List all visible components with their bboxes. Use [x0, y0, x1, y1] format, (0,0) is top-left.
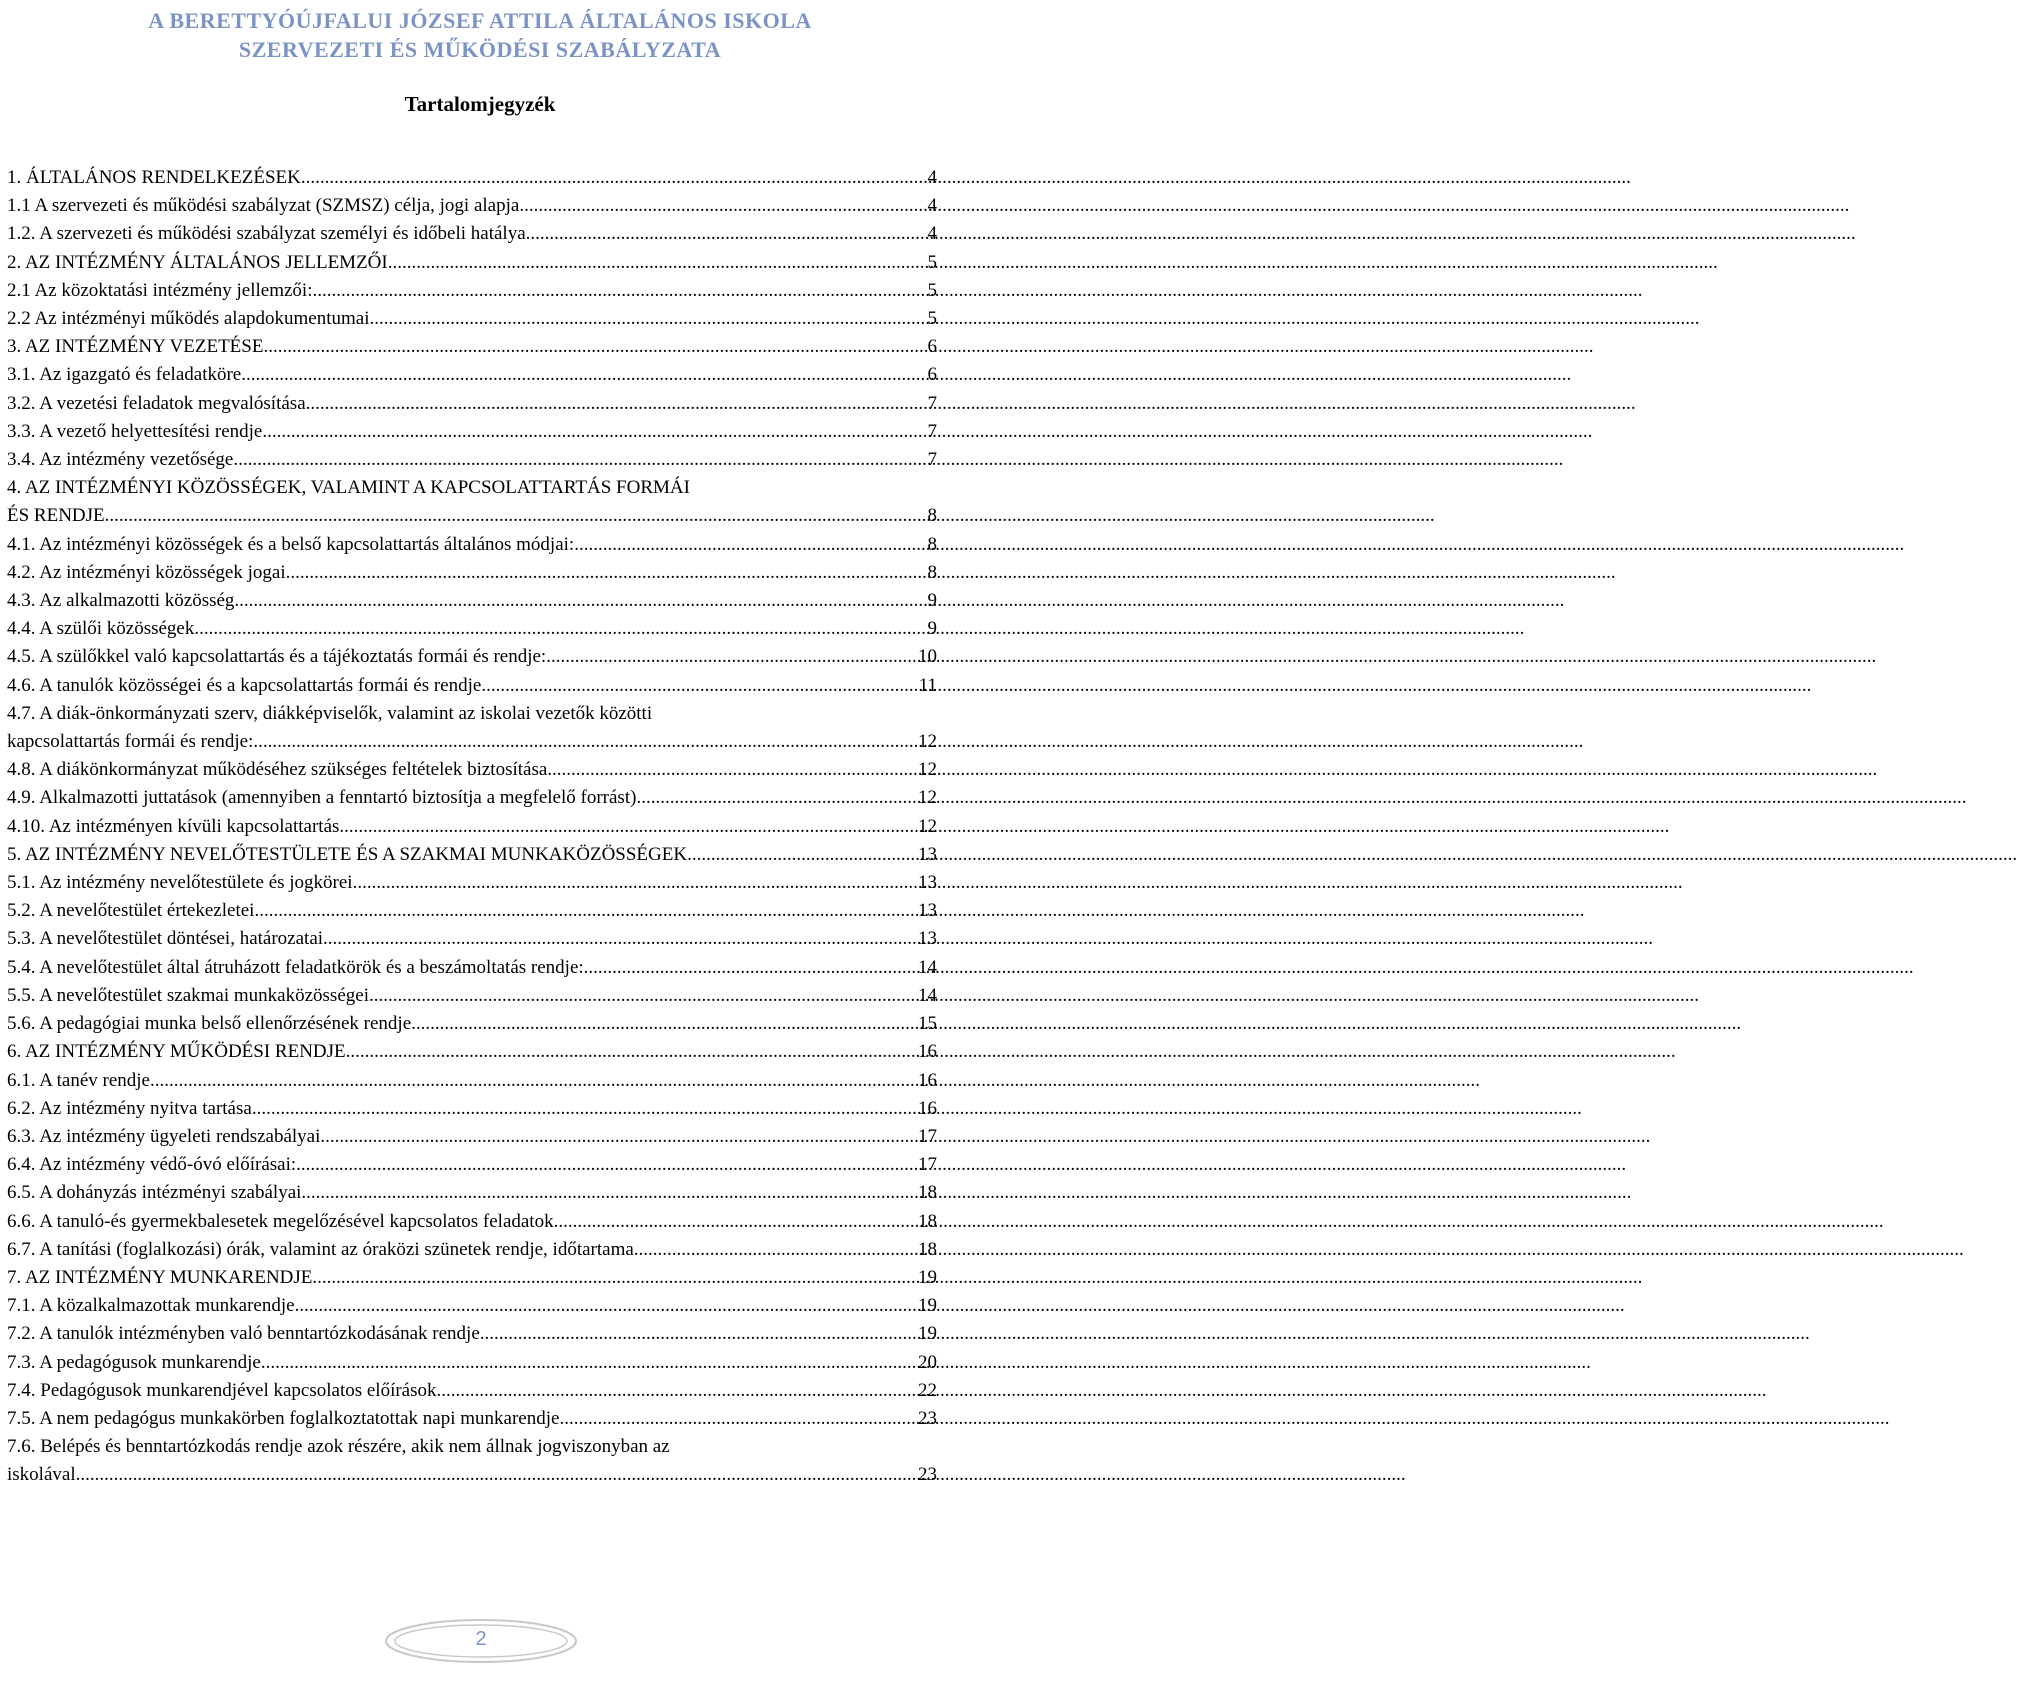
toc-entry-page-number: 6 [927, 336, 937, 358]
toc-entry[interactable] [7, 982, 937, 1010]
toc-entry-label: 4.1. Az intézményi közösségek és a belső kapcsolattartás általános módjai: [7, 533, 575, 555]
toc-entry-page-number: 13 [918, 872, 937, 894]
toc-entry-page-number: 17 [918, 1125, 937, 1147]
toc-dot-leader [194, 615, 926, 643]
toc-entry-page-number: 8 [927, 505, 937, 527]
toc-entry[interactable] [7, 1038, 937, 1066]
toc-entry-label: 2.2 Az intézményi működés alapdokumentumai [7, 308, 370, 330]
toc-dot-leader [254, 897, 917, 925]
toc-entry-label: 4.3. Az alkalmazotti közösség [7, 590, 235, 612]
toc-entry-label: 5.2. A nevelőtestület értekezletei [7, 900, 255, 922]
toc-entry-label: 6.1. A tanév rendje [7, 1069, 150, 1091]
toc-dot-leader [286, 559, 927, 587]
document-header [0, 6, 960, 64]
header-document-name: SZERVEZETI ÉS MŰKÖDÉSI SZABÁLYZATA [238, 37, 722, 62]
toc-entry[interactable] [7, 1151, 937, 1179]
toc-entry-page-number: 16 [918, 1097, 937, 1119]
toc-entry[interactable] [7, 1208, 937, 1236]
toc-dot-leader [634, 1236, 917, 1264]
toc-entry-label: 6.6. A tanuló-és gyermekbalesetek megelőzésével kapcsolatos feladatok [7, 1210, 554, 1232]
toc-dot-leader [559, 1405, 917, 1433]
toc-dot-leader [584, 954, 917, 982]
toc-entry-page-number: 18 [918, 1238, 937, 1260]
toc-entry-page-number: 6 [927, 364, 937, 386]
toc-title: Tartalomjegyzék [404, 92, 556, 116]
toc-entry-label: 1.2. A szervezeti és működési szabályzat személyi és időbeli hatálya [7, 223, 526, 245]
toc-entry[interactable] [7, 756, 937, 784]
toc-dot-leader [636, 784, 917, 812]
toc-entry[interactable] [7, 220, 937, 248]
toc-entry-page-number: 5 [927, 308, 937, 330]
toc-entry-page-number: 19 [918, 1323, 937, 1345]
toc-dot-leader [301, 164, 927, 192]
toc-entry-label: 3.4. Az intézmény vezetősége [7, 449, 234, 471]
toc-entry-label: 3.1. Az igazgató és feladatköre [7, 364, 242, 386]
toc-dot-leader [411, 1010, 917, 1038]
toc-dot-leader [233, 446, 926, 474]
toc-entry[interactable] [7, 249, 937, 277]
toc-dot-leader [241, 361, 926, 389]
toc-entry-page-number: 7 [927, 449, 937, 471]
toc-entry[interactable] [7, 418, 937, 446]
toc-entry-title-line: 7.6. Belépés és benntartózkodás rendje azok részére, akik nem állnak jogviszonyban az [7, 1436, 670, 1458]
toc-entry-label: 7.1. A közalkalmazottak munkarendje [7, 1295, 295, 1317]
toc-dot-leader [323, 925, 917, 953]
toc-entry-label: kapcsolattartás formái és rendje: [7, 731, 254, 753]
toc-entry[interactable] [7, 446, 937, 474]
toc-entry[interactable] [7, 1067, 937, 1095]
toc-dot-leader [388, 249, 927, 277]
toc-entry-page-number: 23 [918, 1464, 937, 1486]
toc-entry-label: 7.4. Pedagógusok munkarendjével kapcsolatos előírások [7, 1379, 437, 1401]
toc-entry[interactable] [7, 954, 937, 982]
toc-entry-label: 6.3. Az intézmény ügyeleti rendszabályai [7, 1125, 321, 1147]
toc-dot-leader [353, 869, 917, 897]
toc-entry-page-number: 18 [918, 1210, 937, 1232]
toc-dot-leader [481, 672, 917, 700]
toc-entry-page-number: 19 [918, 1295, 937, 1317]
toc-dot-leader [296, 1151, 917, 1179]
toc-entry[interactable] [7, 784, 937, 812]
toc-entry-page-number: 14 [918, 956, 937, 978]
toc-entry-page-number: 7 [927, 420, 937, 442]
toc-dot-leader [150, 1067, 917, 1095]
toc-entry[interactable] [7, 925, 937, 953]
toc-entry-page-number: 13 [918, 900, 937, 922]
toc-entry[interactable] [7, 333, 937, 361]
toc-entry-page-number: 11 [918, 674, 937, 696]
toc-dot-leader [546, 643, 917, 671]
toc-dot-leader [480, 1320, 917, 1348]
document-page [0, 0, 960, 1683]
toc-dot-leader [105, 502, 927, 530]
toc-dot-leader [339, 813, 917, 841]
toc-entry[interactable] [7, 1010, 937, 1038]
toc-entry-label: 6.2. Az intézmény nyitva tartása [7, 1097, 252, 1119]
toc-entry[interactable] [7, 390, 937, 418]
toc-entry[interactable] [7, 813, 937, 841]
toc-entry-page-number: 16 [918, 1041, 937, 1063]
toc-entry-page-number: 23 [918, 1407, 937, 1429]
toc-entry[interactable] [7, 1320, 937, 1348]
toc-entry-page-number: 4 [927, 167, 937, 188]
toc-entry-page-number: 8 [927, 533, 937, 555]
toc-entry[interactable] [7, 1292, 937, 1320]
toc-entry[interactable] [7, 559, 937, 587]
toc-entry-label: 3.3. A vezető helyettesítési rendje [7, 420, 263, 442]
toc-entry-label: 4.2. Az intézményi közösségek jogai [7, 561, 286, 583]
toc-entry-page-number: 12 [918, 787, 937, 809]
page-number: 2 [475, 1628, 487, 1650]
toc-entry-page-number: 17 [918, 1154, 937, 1176]
toc-entry-label: 5.1. Az intézmény nevelőtestülete és jogkörei [7, 872, 353, 894]
toc-entry[interactable] [7, 869, 937, 897]
toc-entry-label: 6.4. Az intézmény védő-óvó előírásai: [7, 1154, 297, 1176]
toc-entry[interactable] [7, 1377, 937, 1405]
toc-entry-page-number: 12 [918, 815, 937, 837]
toc-dot-leader [263, 333, 926, 361]
toc-entry[interactable] [7, 164, 937, 192]
toc-dot-leader [313, 277, 927, 305]
toc-entry[interactable] [7, 1123, 937, 1151]
toc-dot-leader [76, 1461, 917, 1489]
toc-entry-page-number: 12 [918, 759, 937, 781]
toc-dot-leader [306, 390, 927, 418]
toc-dot-leader [370, 305, 927, 333]
toc-entry-label: 6. AZ INTÉZMÉNY MŰKÖDÉSI RENDJE [7, 1041, 346, 1063]
toc-entry-page-number: 15 [918, 1013, 937, 1035]
toc-entry[interactable] [7, 700, 937, 756]
toc-dot-leader [574, 531, 926, 559]
toc-entry-page-number: 4 [927, 223, 937, 245]
toc-entry-label: 5.6. A pedagógiai munka belső ellenőrzésének rendje [7, 1013, 412, 1035]
toc-entry-label: 1. ÁLTALÁNOS RENDELKEZÉSEK [7, 167, 301, 188]
toc-entry[interactable] [7, 531, 937, 559]
header-school-name: A BERETTYÓÚJFALUI JÓZSEF ATTILA ÁLTALÁNOS ISKOLA [148, 8, 812, 33]
toc-entry-label: ÉS RENDJE [7, 505, 105, 527]
toc-entry-page-number: 13 [918, 843, 937, 865]
toc-entry[interactable] [7, 1236, 937, 1264]
toc-entry-label: 7.2. A tanulók intézményben való benntartózkodásának rendje [7, 1323, 480, 1345]
table-of-contents [7, 164, 937, 1490]
toc-entry-label: 4.4. A szülői közösségek [7, 618, 195, 640]
toc-entry[interactable] [7, 361, 937, 389]
toc-entry[interactable] [7, 474, 937, 530]
toc-entry-label: 6.5. A dohányzás intézményi szabályai [7, 1182, 302, 1204]
toc-entry-page-number: 4 [927, 195, 937, 217]
toc-entry-page-number: 14 [918, 984, 937, 1006]
toc-entry-label: 7.5. A nem pedagógus munkakörben foglalkoztatottak napi munkarendje [7, 1407, 560, 1429]
toc-dot-leader [252, 1095, 917, 1123]
toc-entry-page-number: 13 [918, 928, 937, 950]
toc-entry-title-line: 4.7. A diák-önkormányzati szerv, diákképviselők, valamint az iskolai vezetők közötti [7, 702, 653, 724]
toc-dot-leader [554, 1208, 917, 1236]
toc-dot-leader [346, 1038, 917, 1066]
toc-dot-leader [369, 982, 917, 1010]
toc-dot-leader [253, 728, 917, 756]
toc-entry[interactable] [7, 897, 937, 925]
toc-entry[interactable] [7, 1179, 937, 1207]
toc-entry-page-number: 7 [927, 392, 937, 414]
toc-dot-leader [312, 1264, 917, 1292]
toc-entry[interactable] [7, 277, 937, 305]
toc-entry-page-number: 9 [927, 590, 937, 612]
toc-entry[interactable] [7, 1349, 937, 1377]
toc-dot-leader [295, 1292, 917, 1320]
toc-dot-leader [547, 756, 917, 784]
toc-entry[interactable] [7, 841, 937, 869]
toc-dot-leader [437, 1377, 917, 1405]
toc-entry-page-number: 18 [918, 1182, 937, 1204]
toc-entry-label: 5. AZ INTÉZMÉNY NEVELŐTESTÜLETE ÉS A SZAKMAI MUNKAKÖZÖSSÉGEK [7, 843, 688, 865]
toc-entry-page-number: 12 [918, 731, 937, 753]
toc-dot-leader [519, 192, 926, 220]
toc-entry[interactable] [7, 587, 937, 615]
toc-entry-label: 2. AZ INTÉZMÉNY ÁLTALÁNOS JELLEMZŐI [7, 251, 388, 273]
toc-entry-page-number: 5 [927, 251, 937, 273]
toc-dot-leader [261, 1349, 917, 1377]
toc-entry[interactable] [7, 305, 937, 333]
toc-entry-page-number: 19 [918, 1266, 937, 1288]
toc-entry-label: 4.8. A diákönkormányzat működéséhez szükséges feltételek biztosítása [7, 759, 548, 781]
page-footer [383, 1617, 579, 1665]
toc-entry-label: 3.2. A vezetési feladatok megvalósítása [7, 392, 306, 414]
toc-entry-label: 4.9. Alkalmazotti juttatások (amennyiben a fenntartó biztosítja a megfelelő forrást) [7, 787, 637, 809]
toc-entry-label: iskolával [7, 1464, 76, 1486]
toc-entry-title-line: 4. AZ INTÉZMÉNYI KÖZÖSSÉGEK, VALAMINT A KAPCSOLATTARTÁS FORMÁI [7, 477, 690, 499]
toc-dot-leader [301, 1179, 917, 1207]
toc-entry-label: 6.7. A tanítási (foglalkozási) órák, valamint az óraközi szünetek rendje, időtartama [7, 1238, 634, 1260]
toc-entry[interactable] [7, 192, 937, 220]
toc-entry-label: 5.5. A nevelőtestület szakmai munkaközösségei [7, 984, 369, 1006]
toc-entry-page-number: 5 [927, 279, 937, 301]
toc-entry-label: 5.3. A nevelőtestület döntései, határozatai [7, 928, 324, 950]
toc-entry-label: 7. AZ INTÉZMÉNY MUNKARENDJE [7, 1266, 313, 1288]
toc-entry[interactable] [7, 1433, 937, 1489]
toc-entry-page-number: 20 [918, 1351, 937, 1373]
toc-entry-page-number: 22 [918, 1379, 937, 1401]
toc-dot-leader [234, 587, 926, 615]
toc-entry-page-number: 10 [918, 646, 937, 668]
toc-entry-page-number: 9 [927, 618, 937, 640]
toc-entry-page-number: 8 [927, 561, 937, 583]
toc-dot-leader [526, 220, 927, 248]
toc-dot-leader [320, 1123, 917, 1151]
toc-entry-label: 3. AZ INTÉZMÉNY VEZETÉSE [7, 336, 264, 358]
toc-entry[interactable] [7, 643, 937, 671]
toc-entry-label: 1.1 A szervezeti és működési szabályzat (SZMSZ) célja, jogi alapja [7, 195, 520, 217]
toc-entry[interactable] [7, 1264, 937, 1292]
toc-entry-page-number: 16 [918, 1069, 937, 1091]
toc-entry-label: 4.10. Az intézményen kívüli kapcsolattartás [7, 815, 340, 837]
toc-entry-label: 7.3. A pedagógusok munkarendje [7, 1351, 261, 1373]
toc-dot-leader [262, 418, 926, 446]
toc-entry-label: 4.6. A tanulók közösségei és a kapcsolattartás formái és rendje [7, 674, 482, 696]
toc-entry-label: 4.5. A szülőkkel való kapcsolattartás és a tájékoztatás formái és rendje: [7, 646, 547, 668]
toc-entry[interactable] [7, 1095, 937, 1123]
toc-entry[interactable] [7, 672, 937, 700]
toc-entry-label: 2.1 Az közoktatási intézmény jellemzői: [7, 279, 313, 301]
toc-entry[interactable] [7, 615, 937, 643]
toc-entry-label: 5.4. A nevelőtestület által átruházott feladatkörök és a beszámoltatás rendje: [7, 956, 584, 978]
toc-entry[interactable] [7, 1405, 937, 1433]
toc-dot-leader [687, 841, 917, 869]
